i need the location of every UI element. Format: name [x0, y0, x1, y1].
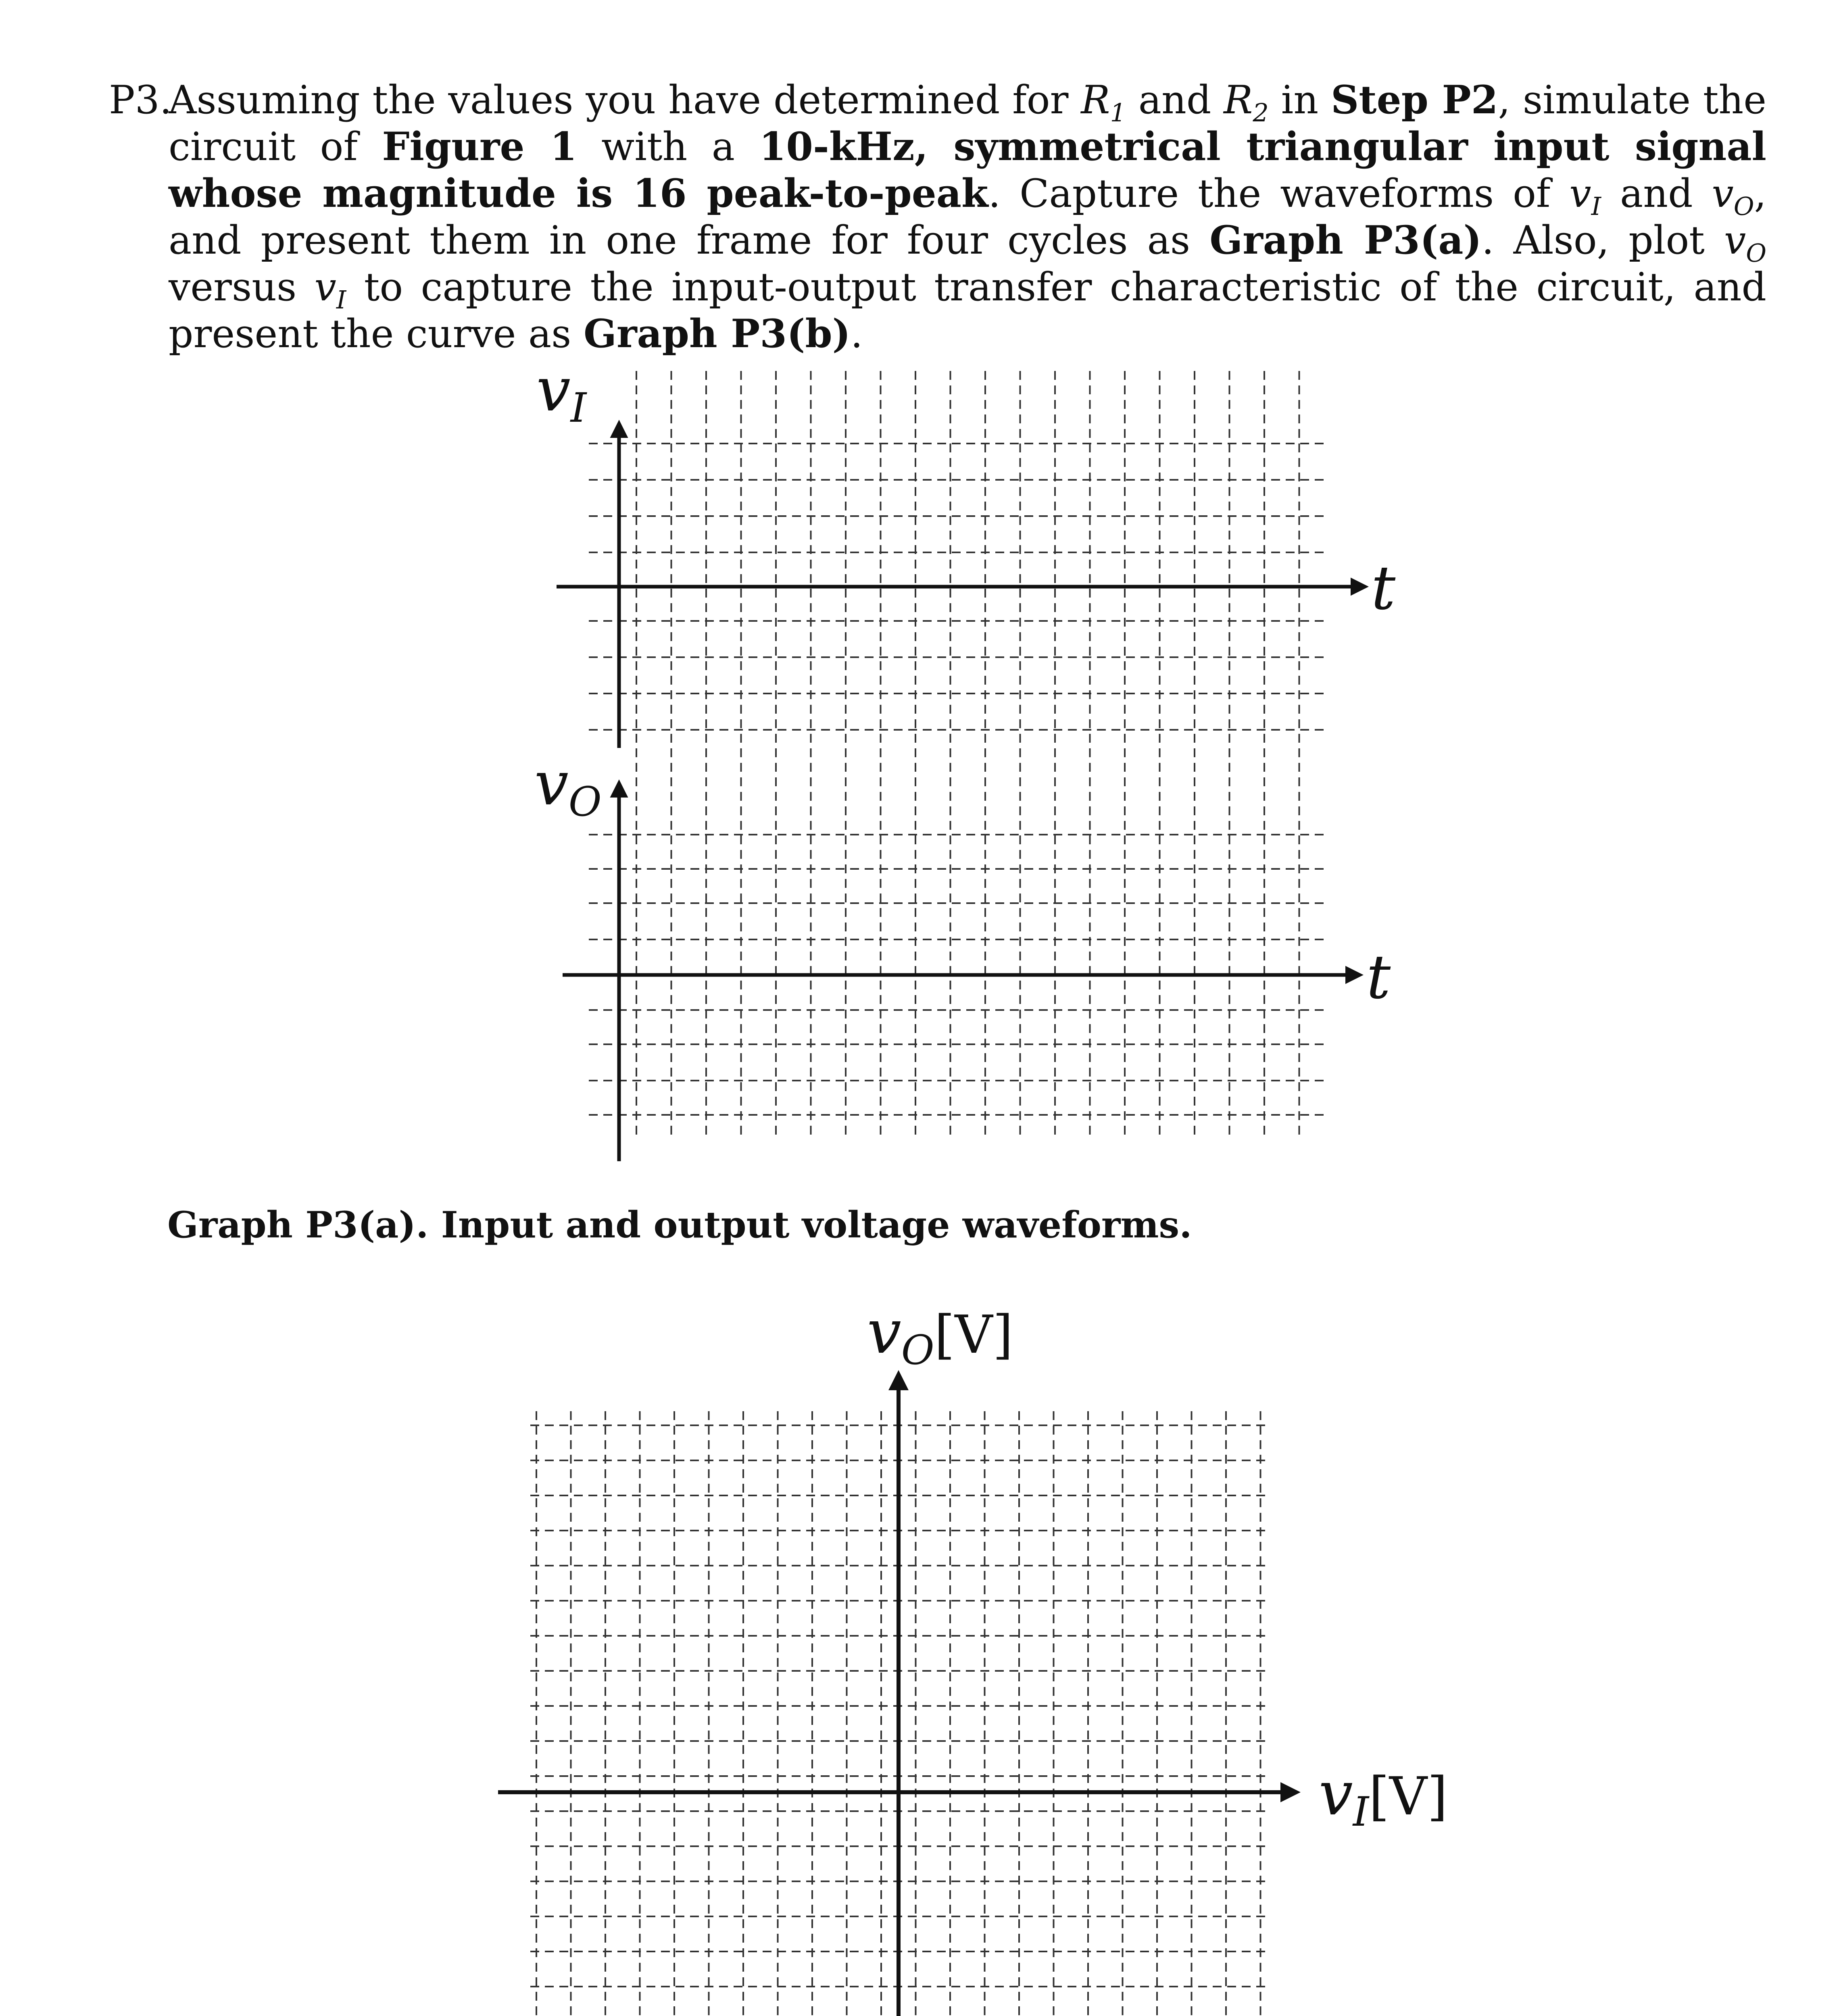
graph-b-vi-label: vI[V]: [1319, 1759, 1448, 1835]
problem-body: Assuming the values you have determined for $R_1$ and $R_2$ in Step P2, simulate the circuit of Figure 1 with a 10-kHz, symmetrical triangular input signal whose magnitude is 16 peak-to-peak. Capture the waveforms of $v_I$ and $v_O$, and present them in one frame for four cycles as Graph P3(a). Also, plot $v_O$ versus $v_I$ to capture the input-output transfer characteristic of the circuit, and present the curve as Graph P3(b).: [169, 77, 1767, 356]
graph-a-vo-label: vO: [534, 749, 602, 825]
graph-a-reference: Graph P3(a): [1209, 217, 1482, 263]
graph-b-axes: [498, 1374, 1297, 2016]
step-reference: Step P2: [1330, 77, 1498, 123]
signal-spec: 10-kHz, symmetrical triangular input signal whose magnitude is 16 peak-to-peak: [169, 124, 1767, 216]
graph-b-vo-label: vO[V]: [867, 1297, 1013, 1374]
graph-b-reference: Graph P3(b): [583, 311, 851, 356]
graph-a-t-label-bottom: t: [1366, 942, 1391, 1012]
graph-a-vi-label: vI: [536, 355, 587, 431]
graph-a-grid: [589, 371, 1327, 1139]
graph-a-axes: [557, 423, 1365, 1161]
graph-a-caption: Graph P3(a). Input and output voltage waveforms.: [167, 1204, 1192, 1246]
figure-reference: Figure 1: [382, 124, 577, 169]
graph-a-t-label-top: t: [1371, 553, 1396, 623]
problem-number: P3.: [109, 77, 172, 123]
